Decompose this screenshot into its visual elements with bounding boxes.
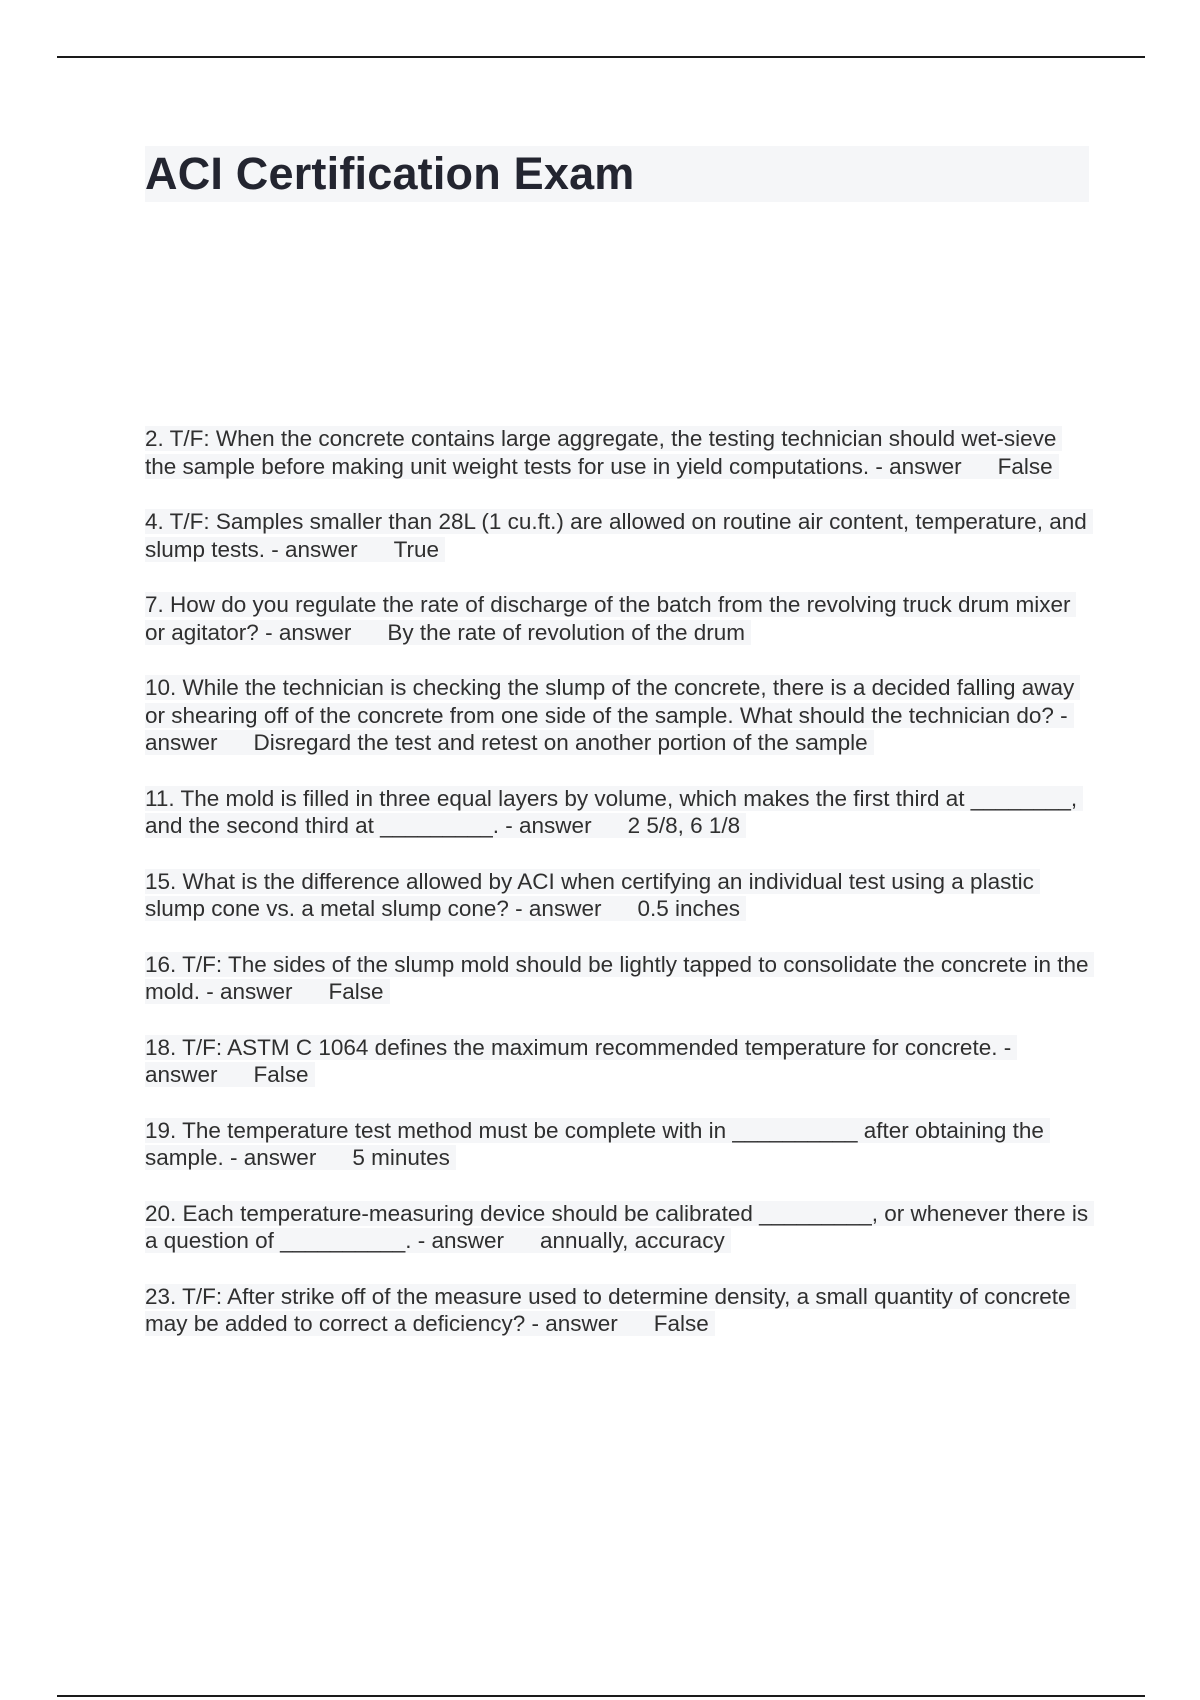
question-item: [145, 1200, 1089, 1255]
question-item: [145, 508, 1089, 563]
question-text: 2. T/F: When the concrete contains large aggregate, the testing technician should wet-sieve the sample before making unit weight tests for use in yield computations. - answer False: [145, 426, 1062, 479]
question-item: [145, 1034, 1089, 1089]
answer-text: False: [253, 1062, 309, 1087]
question-text: 20. Each temperature-measuring device should be calibrated _________, or whenever there is a question of __________. - answer annually, accuracy: [145, 1201, 1094, 1254]
answer-text: By the rate of revolution of the drum: [387, 619, 746, 645]
question-text: 19. The temperature test method must be complete with in __________ after obtaining the sample. - answer 5 minutes: [145, 1118, 1050, 1171]
question-text: 4. T/F: Samples smaller than 28L (1 cu.ft.) are allowed on routine air content, temperature, and slump tests. - answer True: [145, 509, 1093, 562]
question-item: [145, 425, 1089, 480]
answer-text: annually, accuracy: [540, 1228, 725, 1253]
answer-text: True: [393, 536, 440, 562]
question-item: [145, 674, 1089, 757]
question-item: [145, 951, 1089, 1006]
question-text: 7. How do you regulate the rate of discharge of the batch from the revolving truck drum mixer or agitator? - answer By the rate of revolution of the drum: [145, 592, 1076, 645]
question-item: [145, 1283, 1089, 1338]
answer-text: 0.5 inches: [637, 896, 741, 921]
bottom-rule: [57, 1695, 1145, 1697]
question-text: 23. T/F: After strike off of the measure used to determine density, a small quantity of concrete may be added to correct a deficiency? - answer False: [145, 1284, 1076, 1337]
question-item: [145, 1117, 1089, 1172]
question-text: 18. T/F: ASTM C 1064 defines the maximum recommended temperature for concrete. - answer False: [145, 1035, 1017, 1088]
question-text: 15. What is the difference allowed by ACI when certifying an individual test using a plastic slump cone vs. a metal slump cone? - answer 0.5 inches: [145, 869, 1040, 922]
page-title: ACI Certification Exam: [145, 148, 635, 199]
question-item: [145, 785, 1089, 840]
question-item: [145, 868, 1089, 923]
question-list: [145, 425, 1089, 1366]
answer-text: False: [328, 979, 384, 1004]
answer-text: 5 minutes: [352, 1145, 450, 1170]
question-item: [145, 591, 1089, 646]
question-text: 16. T/F: The sides of the slump mold should be lightly tapped to consolidate the concrete in the mold. - answer False: [145, 952, 1094, 1005]
question-text: 11. The mold is filled in three equal layers by volume, which makes the first third at ________, and the second third at _________. - answer 2 5/8, 6 1/8: [145, 786, 1083, 839]
answer-text: False: [997, 453, 1053, 479]
answer-text: 2 5/8, 6 1/8: [627, 813, 741, 838]
answer-text: Disregard the test and retest on another portion of the sample: [253, 730, 868, 755]
top-rule: [57, 56, 1145, 58]
question-text: 10. While the technician is checking the slump of the concrete, there is a decided falling away or shearing off of the concrete from one side of the sample. What should the technician do? - answer Disregard the test and retest on another portion of the sample: [145, 675, 1080, 755]
answer-text: False: [653, 1311, 709, 1336]
